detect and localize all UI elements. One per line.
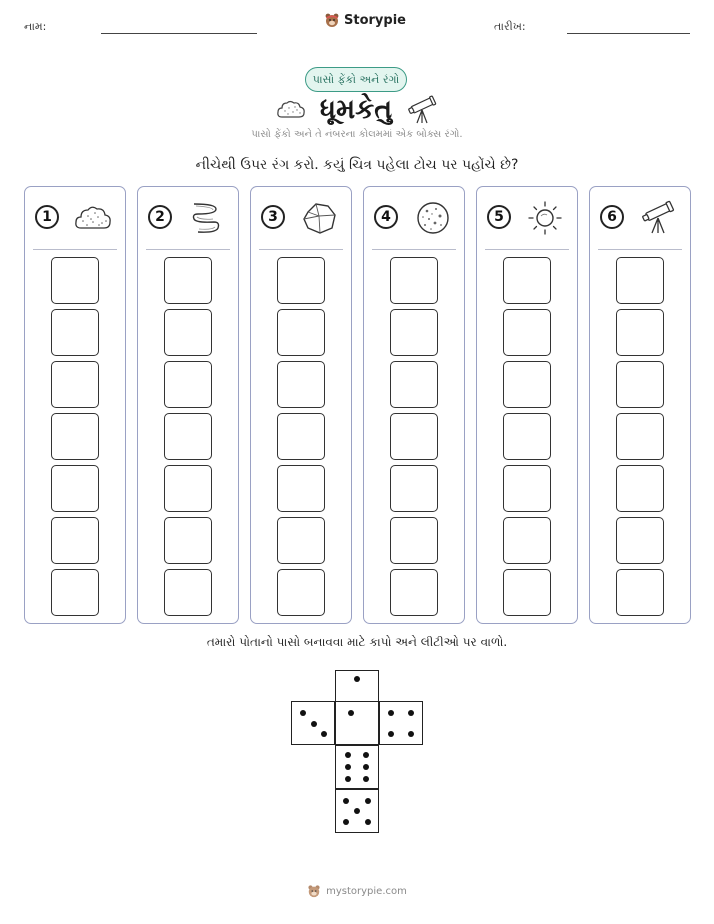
columns (24, 186, 690, 624)
color-box[interactable] (277, 569, 325, 616)
pip (365, 798, 371, 804)
pip (345, 764, 351, 770)
column-header (251, 200, 351, 236)
ribbon-icon (186, 200, 226, 236)
column-3 (250, 186, 352, 624)
pip (388, 731, 394, 737)
pip (388, 710, 394, 716)
color-box[interactable] (164, 465, 212, 512)
die-face-4 (379, 701, 423, 745)
telescope-icon (638, 200, 678, 236)
pip (300, 710, 306, 716)
pip (363, 764, 369, 770)
color-box[interactable] (616, 465, 664, 512)
pip (408, 710, 414, 716)
pip (321, 731, 327, 737)
column-divider (259, 249, 343, 250)
color-box[interactable] (277, 309, 325, 356)
instructions: પાસો ફેંકો અને તે નંબરના કોલમમાં એક બોક્સ રંગો. (251, 129, 463, 140)
color-box[interactable] (390, 465, 438, 512)
color-box[interactable] (390, 361, 438, 408)
color-box[interactable] (164, 361, 212, 408)
color-box[interactable] (277, 361, 325, 408)
color-box[interactable] (164, 309, 212, 356)
color-box[interactable] (164, 257, 212, 304)
column-header (477, 200, 577, 236)
color-box[interactable] (503, 465, 551, 512)
rock-icon (299, 200, 339, 236)
column-1 (24, 186, 126, 624)
column-divider (598, 249, 682, 250)
storypie-logo (324, 12, 406, 28)
color-box[interactable] (164, 569, 212, 616)
color-box[interactable] (51, 517, 99, 564)
column-header (138, 200, 238, 236)
die-face-5 (335, 789, 379, 833)
column-divider (33, 249, 117, 250)
color-box[interactable] (616, 309, 664, 356)
column-6 (589, 186, 691, 624)
title-row (0, 94, 714, 126)
color-box[interactable] (616, 569, 664, 616)
pip (345, 752, 351, 758)
column-header (364, 200, 464, 236)
column-number: 2 (148, 205, 172, 229)
column-4 (363, 186, 465, 624)
sun-icon (525, 200, 565, 236)
column-number: 5 (487, 205, 511, 229)
footer (0, 884, 714, 898)
color-box[interactable] (390, 257, 438, 304)
color-box[interactable] (616, 413, 664, 460)
color-box[interactable] (503, 517, 551, 564)
color-box[interactable] (390, 309, 438, 356)
pip (311, 721, 317, 727)
column-divider (146, 249, 230, 250)
color-box[interactable] (51, 309, 99, 356)
page-title: ધૂમકેતુ (319, 94, 393, 125)
color-box[interactable] (277, 413, 325, 460)
color-box[interactable] (390, 569, 438, 616)
cloud-icon (73, 200, 113, 236)
column-number: 1 (35, 205, 59, 229)
activity-badge: પાસો ફેંકો અને રંગો (305, 67, 407, 92)
pip (354, 676, 360, 682)
color-box[interactable] (51, 465, 99, 512)
color-box[interactable] (51, 257, 99, 304)
color-box[interactable] (616, 517, 664, 564)
column-divider (485, 249, 569, 250)
bear-icon (307, 884, 321, 898)
die-face-3 (291, 701, 335, 745)
pip (363, 776, 369, 782)
pip (343, 819, 349, 825)
color-box[interactable] (277, 517, 325, 564)
color-box[interactable] (390, 517, 438, 564)
color-box[interactable] (503, 257, 551, 304)
die-face-6 (335, 745, 379, 789)
column-2 (137, 186, 239, 624)
color-box[interactable] (164, 517, 212, 564)
column-divider (372, 249, 456, 250)
color-box[interactable] (390, 413, 438, 460)
column-number: 4 (374, 205, 398, 229)
column-number: 3 (261, 205, 285, 229)
color-box[interactable] (51, 569, 99, 616)
color-box[interactable] (277, 257, 325, 304)
color-box[interactable] (503, 413, 551, 460)
name-line (101, 33, 257, 34)
name-label: નામ: (24, 20, 47, 33)
pip (354, 808, 360, 814)
date-label: તારીખ: (494, 20, 526, 33)
cut-instruction: તમારો પોતાનો પાસો બનાવવા માટે કાપો અને લીટીઓ પર વાળો. (206, 635, 508, 649)
color-box[interactable] (503, 361, 551, 408)
pip (343, 798, 349, 804)
color-box[interactable] (51, 413, 99, 460)
color-box[interactable] (616, 361, 664, 408)
color-box[interactable] (164, 413, 212, 460)
column-5 (476, 186, 578, 624)
brand-name: Storypie (344, 12, 406, 28)
column-header (590, 200, 690, 236)
color-box[interactable] (503, 309, 551, 356)
pip (365, 819, 371, 825)
color-box[interactable] (616, 257, 664, 304)
die-face-1-center (335, 701, 379, 745)
question: નીચેથી ઉપર રંગ કરો. કયું ચિત્ર પહેલા ટોચ પર પહોંચે છે? (195, 157, 519, 173)
cloud-icon (276, 99, 306, 121)
moon-icon (412, 200, 452, 236)
bear-icon (324, 12, 340, 28)
color-box[interactable] (277, 465, 325, 512)
color-box[interactable] (503, 569, 551, 616)
pip (348, 710, 354, 716)
column-header (25, 200, 125, 236)
pip (408, 731, 414, 737)
footer-url[interactable]: mystorypie.com (326, 885, 407, 897)
column-number: 6 (600, 205, 624, 229)
pip (363, 752, 369, 758)
pip (345, 776, 351, 782)
telescope-icon (406, 95, 438, 125)
color-box[interactable] (51, 361, 99, 408)
date-line (567, 33, 690, 34)
